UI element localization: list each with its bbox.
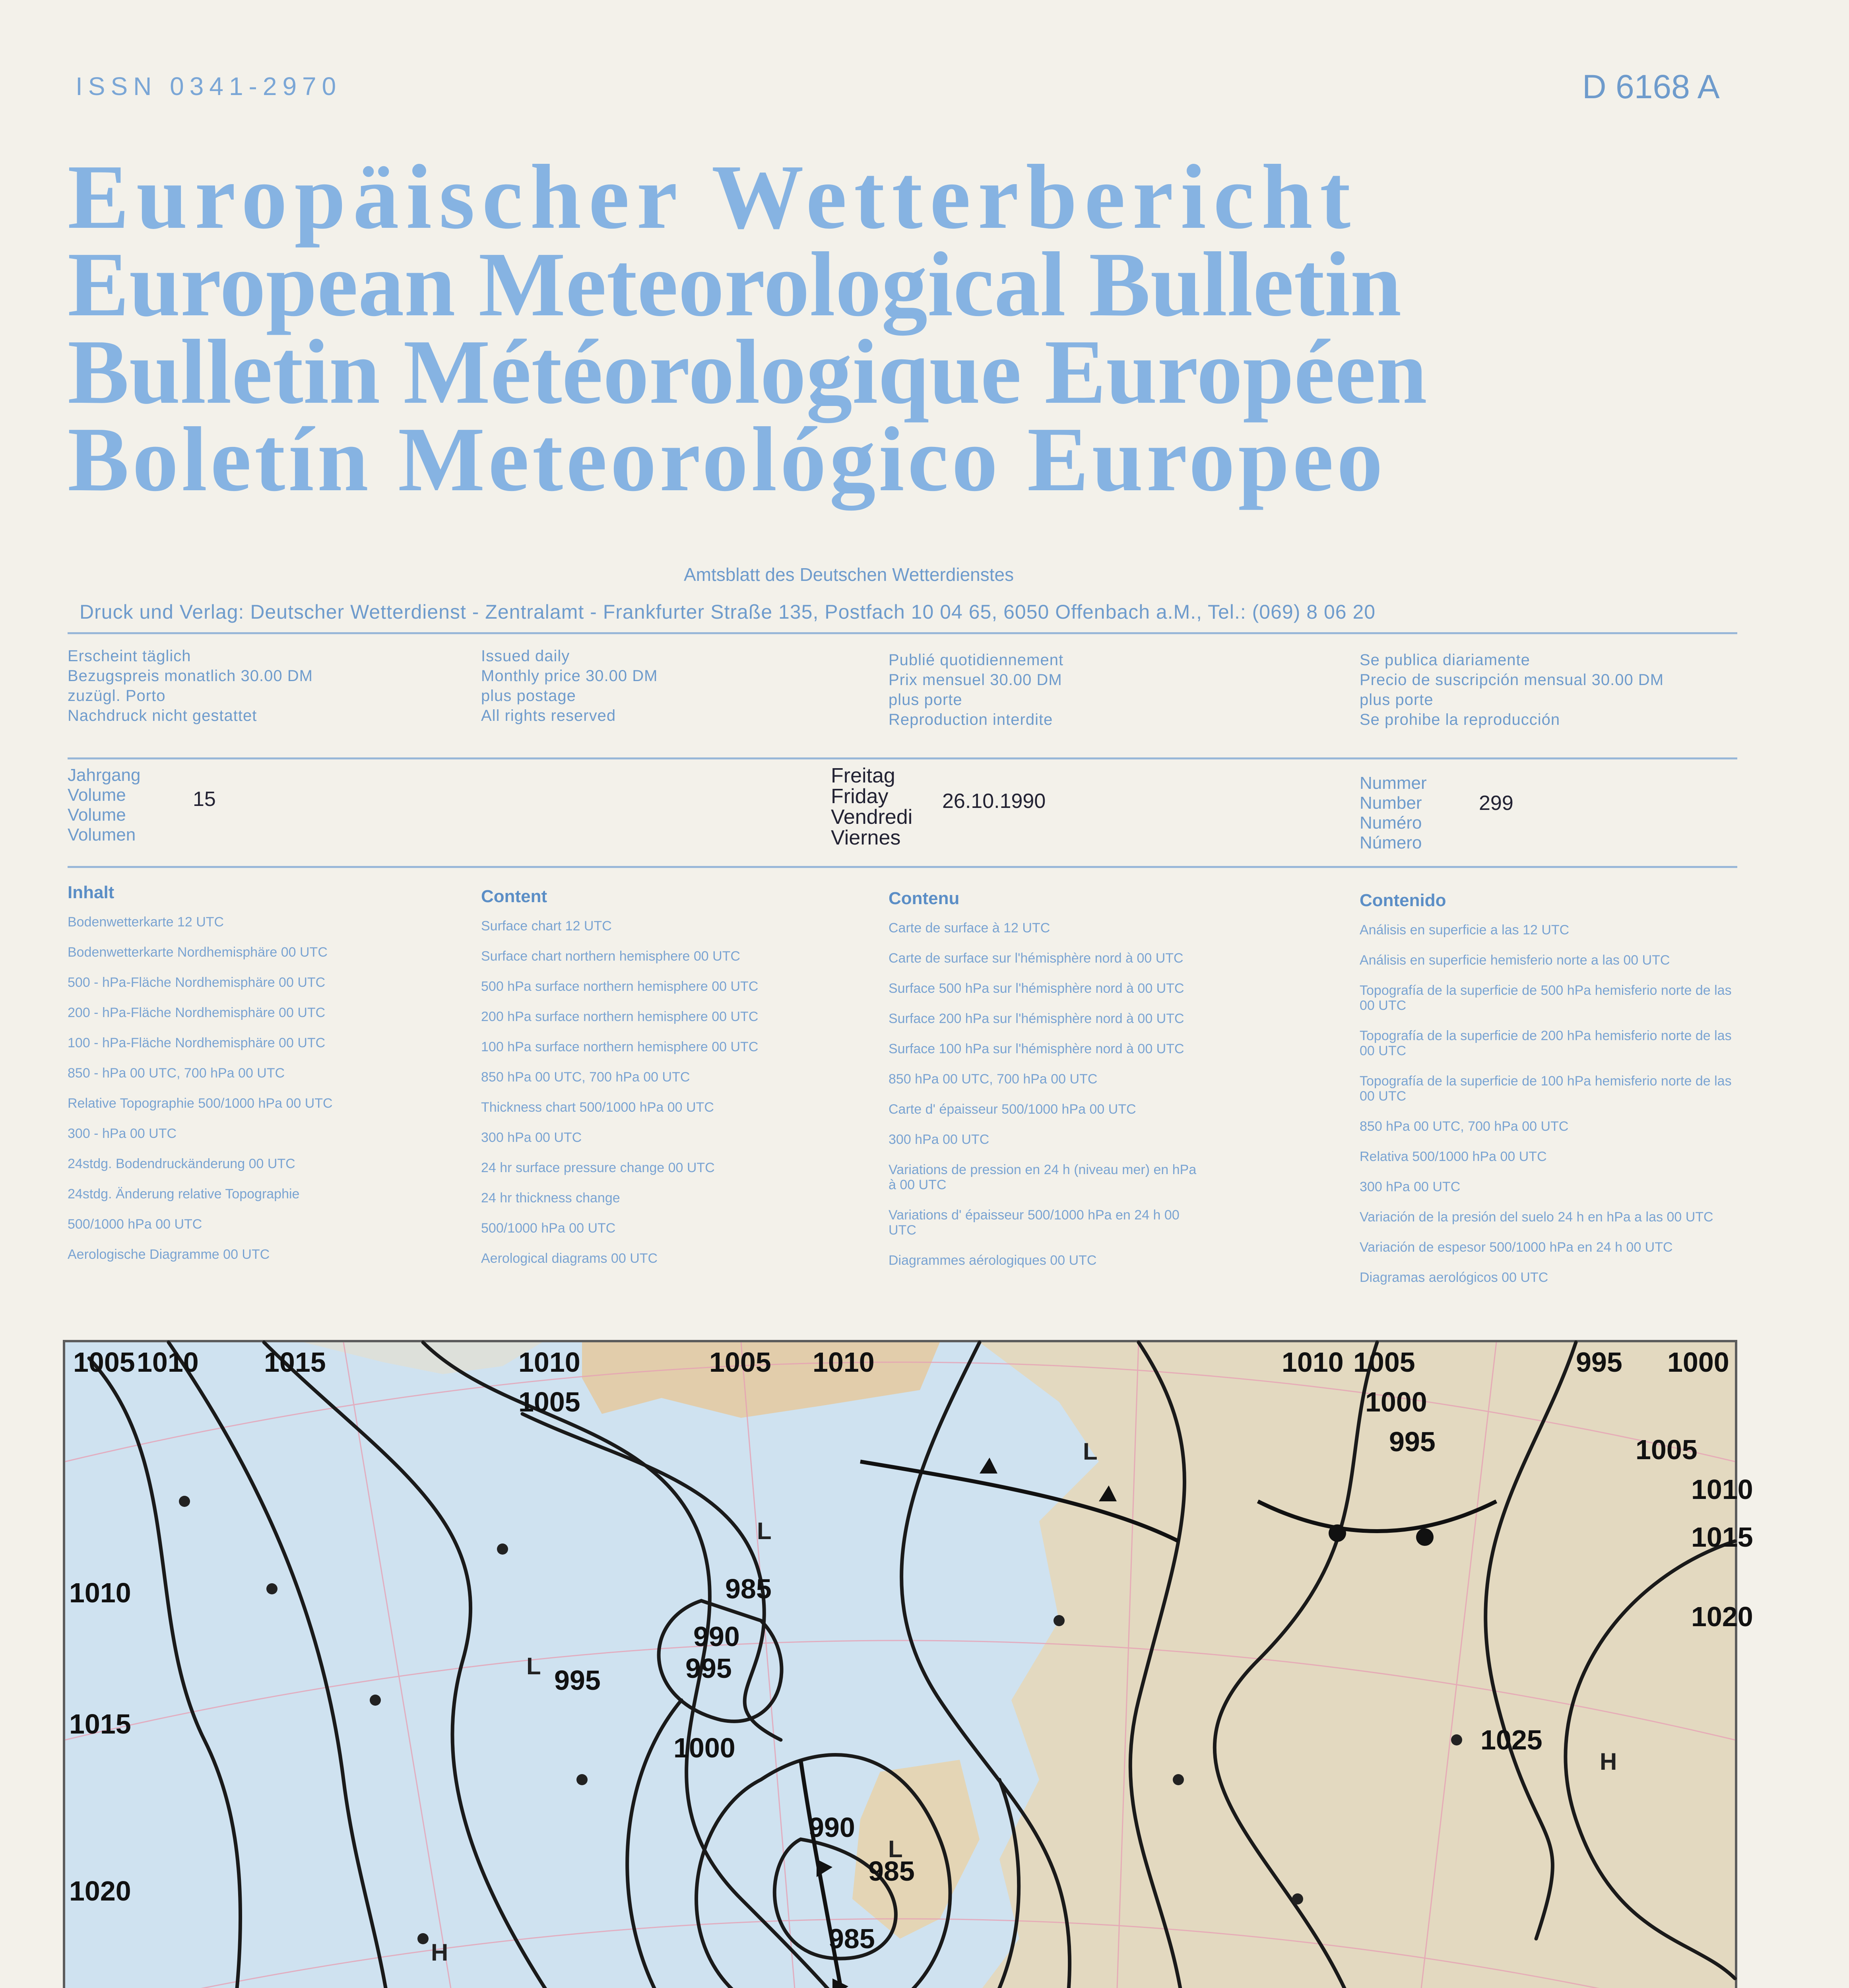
contents-fr: Contenu Carte de surface à 12 UTC Carte de surface sur l'hémisphère nord à 00 UTC Surface 500 hPa sur l'hémisphère nord à 00 UTC Surface 200 hPa sur l'hémisphère nord à 00 UTC Surface 100 hPa sur l'hémisphère nord à 00 UTC 850 hPa 00 UTC, 700 hPa 00 UTC Carte d' épaisseur 500/1000 hPa 00 UTC 300 hPa 00 UTC Variations de pression en 24 h (niveau mer) en hPa à 00 UTC Variations d' épaisseur 500/1000 hPa en 24 h 00 UTC Diagrammes aérologiques 00 UTC xyxy=(889,889,1197,1268)
contents-de: Inhalt Bodenwetterkarte 12 UTC Bodenwetterkarte Nordhemisphäre 00 UTC 500 - hPa-Fläche Nordhemisphäre 00 UTC 200 - hPa-Fläche Nordhemisphäre 00 UTC 100 - hPa-Fläche Nordhemisphäre 00 UTC 850 - hPa 00 UTC, 700 hPa 00 UTC Relative Topographie 500/1000 hPa 00 UTC 300 - hPa 00 UTC 24stdg. Bodendruckänderung 00 UTC 24stdg. Änderung relative Topographie 500/1000 hPa 00 UTC Aerologische Diagramme 00 UTC xyxy=(68,883,333,1262)
isobar-label: 1005 xyxy=(1636,1434,1698,1465)
volume-labels: Jahrgang Volume Volume Volumen xyxy=(68,765,141,845)
isobar-label: 1010 xyxy=(137,1347,199,1378)
title-fr: Bulletin Météorologique Européen xyxy=(68,321,1427,423)
pub-info-en: Issued daily Monthly price 30.00 DM plus postage All rights reserved xyxy=(481,647,658,724)
isobar-label: 1005 xyxy=(518,1386,580,1417)
title-de: Europäischer Wetterbericht xyxy=(68,146,1358,248)
publisher-line: Druck und Verlag: Deutscher Wetterdienst - Zentralamt - Frankfurter Straße 135, Postfach 10 04 65, 6050 Offenbach a.M., Tel.: (069) 8 06 20 xyxy=(80,601,1376,623)
isobar-label: 1015 xyxy=(69,1708,131,1740)
pub-info-de: Erscheint täglich Bezugspreis monatlich 30.00 DM zuzügl. Porto Nachdruck nicht gestattet xyxy=(68,647,313,724)
day-labels: Freitag Friday Vendredi Viernes xyxy=(831,764,913,849)
issue-number: 299 xyxy=(1479,792,1513,815)
isobar-label: 985 xyxy=(828,1923,875,1954)
isobar-label: 1015 xyxy=(1691,1522,1753,1553)
volume-value: 15 xyxy=(193,788,216,811)
isobar-label: 1020 xyxy=(1691,1601,1753,1632)
low-pressure-marker: L xyxy=(1083,1438,1098,1465)
isobar-label: 1005 xyxy=(73,1347,135,1378)
isobar-label: 1010 xyxy=(1691,1474,1753,1505)
low-pressure-marker: L xyxy=(888,1836,903,1862)
isobar-label: 1010 xyxy=(518,1347,580,1378)
pub-info-es: Se publica diariamente Precio de suscripción mensual 30.00 DM plus porte Se prohibe la reproducción xyxy=(1360,651,1664,728)
isobar-label: 1000 xyxy=(1365,1386,1427,1417)
isobar-label: 1010 xyxy=(1282,1347,1344,1378)
isobar-label: 995 xyxy=(554,1665,601,1696)
isobar-label: 1010 xyxy=(813,1347,875,1378)
isobar-label: 1015 xyxy=(264,1347,326,1378)
title-es: Boletín Meteorológico Europeo xyxy=(68,408,1386,511)
isobar-label: 995 xyxy=(1576,1347,1622,1378)
isobar-label: 985 xyxy=(725,1573,772,1604)
isobar-label: 1005 xyxy=(709,1347,771,1378)
rule-3 xyxy=(68,866,1737,868)
rule-2 xyxy=(68,757,1737,759)
isobar-label: 1005 xyxy=(1353,1347,1415,1378)
contents-es: Contenido Análisis en superficie a las 12 UTC Análisis en superficie hemisferio norte a las 00 UTC Topografía de la superficie de 500 hPa hemisferio norte de las 00 UTC Topografía de la superficie de 200 hPa hemisferio norte de las 00 UTC Topografía de la superficie de 100 hPa hemisferio norte de las 00 UTC 850 hPa 00 UTC, 700 hPa 00 UTC Relativa 500/1000 hPa 00 UTC 300 hPa 00 UTC Variación de la presión del suelo 24 h en hPa a las 00 UTC Variación de espesor 500/1000 hPa en 24 h 00 UTC Diagramas aerológicos 00 UTC xyxy=(1360,891,1732,1285)
isobar-label: 990 xyxy=(693,1621,740,1652)
isobar-label: 990 xyxy=(809,1812,855,1843)
isobar-label: 995 xyxy=(1389,1426,1436,1457)
isobar-label: 1010 xyxy=(69,1577,131,1608)
surface-weather-map xyxy=(63,1340,1753,1988)
publication-code: D 6168 A xyxy=(1582,68,1720,105)
map-drawing xyxy=(65,1342,1735,1988)
official-gazette: Amtsblatt des Deutschen Wetterdienstes xyxy=(684,564,1014,585)
issn: ISSN 0341-2970 xyxy=(76,72,342,101)
isobar-label: 985 xyxy=(868,1856,915,1887)
contents-en: Content Surface chart 12 UTC Surface chart northern hemisphere 00 UTC 500 hPa surface northern hemisphere 00 UTC 200 hPa surface northern hemisphere 00 UTC 100 hPa surface northern hemisphere 00 UTC 850 hPa 00 UTC, 700 hPa 00 UTC Thickness chart 500/1000 hPa 00 UTC 300 hPa 00 UTC 24 hr surface pressure change 00 UTC 24 hr thickness change 500/1000 hPa 00 UTC Aerological diagrams 00 UTC xyxy=(481,887,759,1266)
isobar-label: 1020 xyxy=(69,1875,131,1906)
pub-info-fr: Publié quotidiennement Prix mensuel 30.00 DM plus porte Reproduction interdite xyxy=(889,651,1064,728)
issue-date: 26.10.1990 xyxy=(942,790,1046,813)
low-pressure-marker: L xyxy=(757,1518,772,1544)
isobar-label: 995 xyxy=(685,1653,732,1684)
title-en: European Meteorological Bulletin xyxy=(68,233,1402,336)
title-block xyxy=(68,146,1427,511)
isobar-label: 1000 xyxy=(1667,1347,1729,1378)
high-pressure-marker: H xyxy=(1600,1748,1617,1775)
number-labels: Nummer Number Numéro Número xyxy=(1360,773,1427,852)
isobar-label: 1025 xyxy=(1480,1724,1542,1755)
rule-1 xyxy=(68,632,1737,634)
isobar-label: 1000 xyxy=(673,1732,735,1763)
low-pressure-marker: L xyxy=(526,1653,541,1679)
high-pressure-marker: H xyxy=(431,1939,448,1966)
